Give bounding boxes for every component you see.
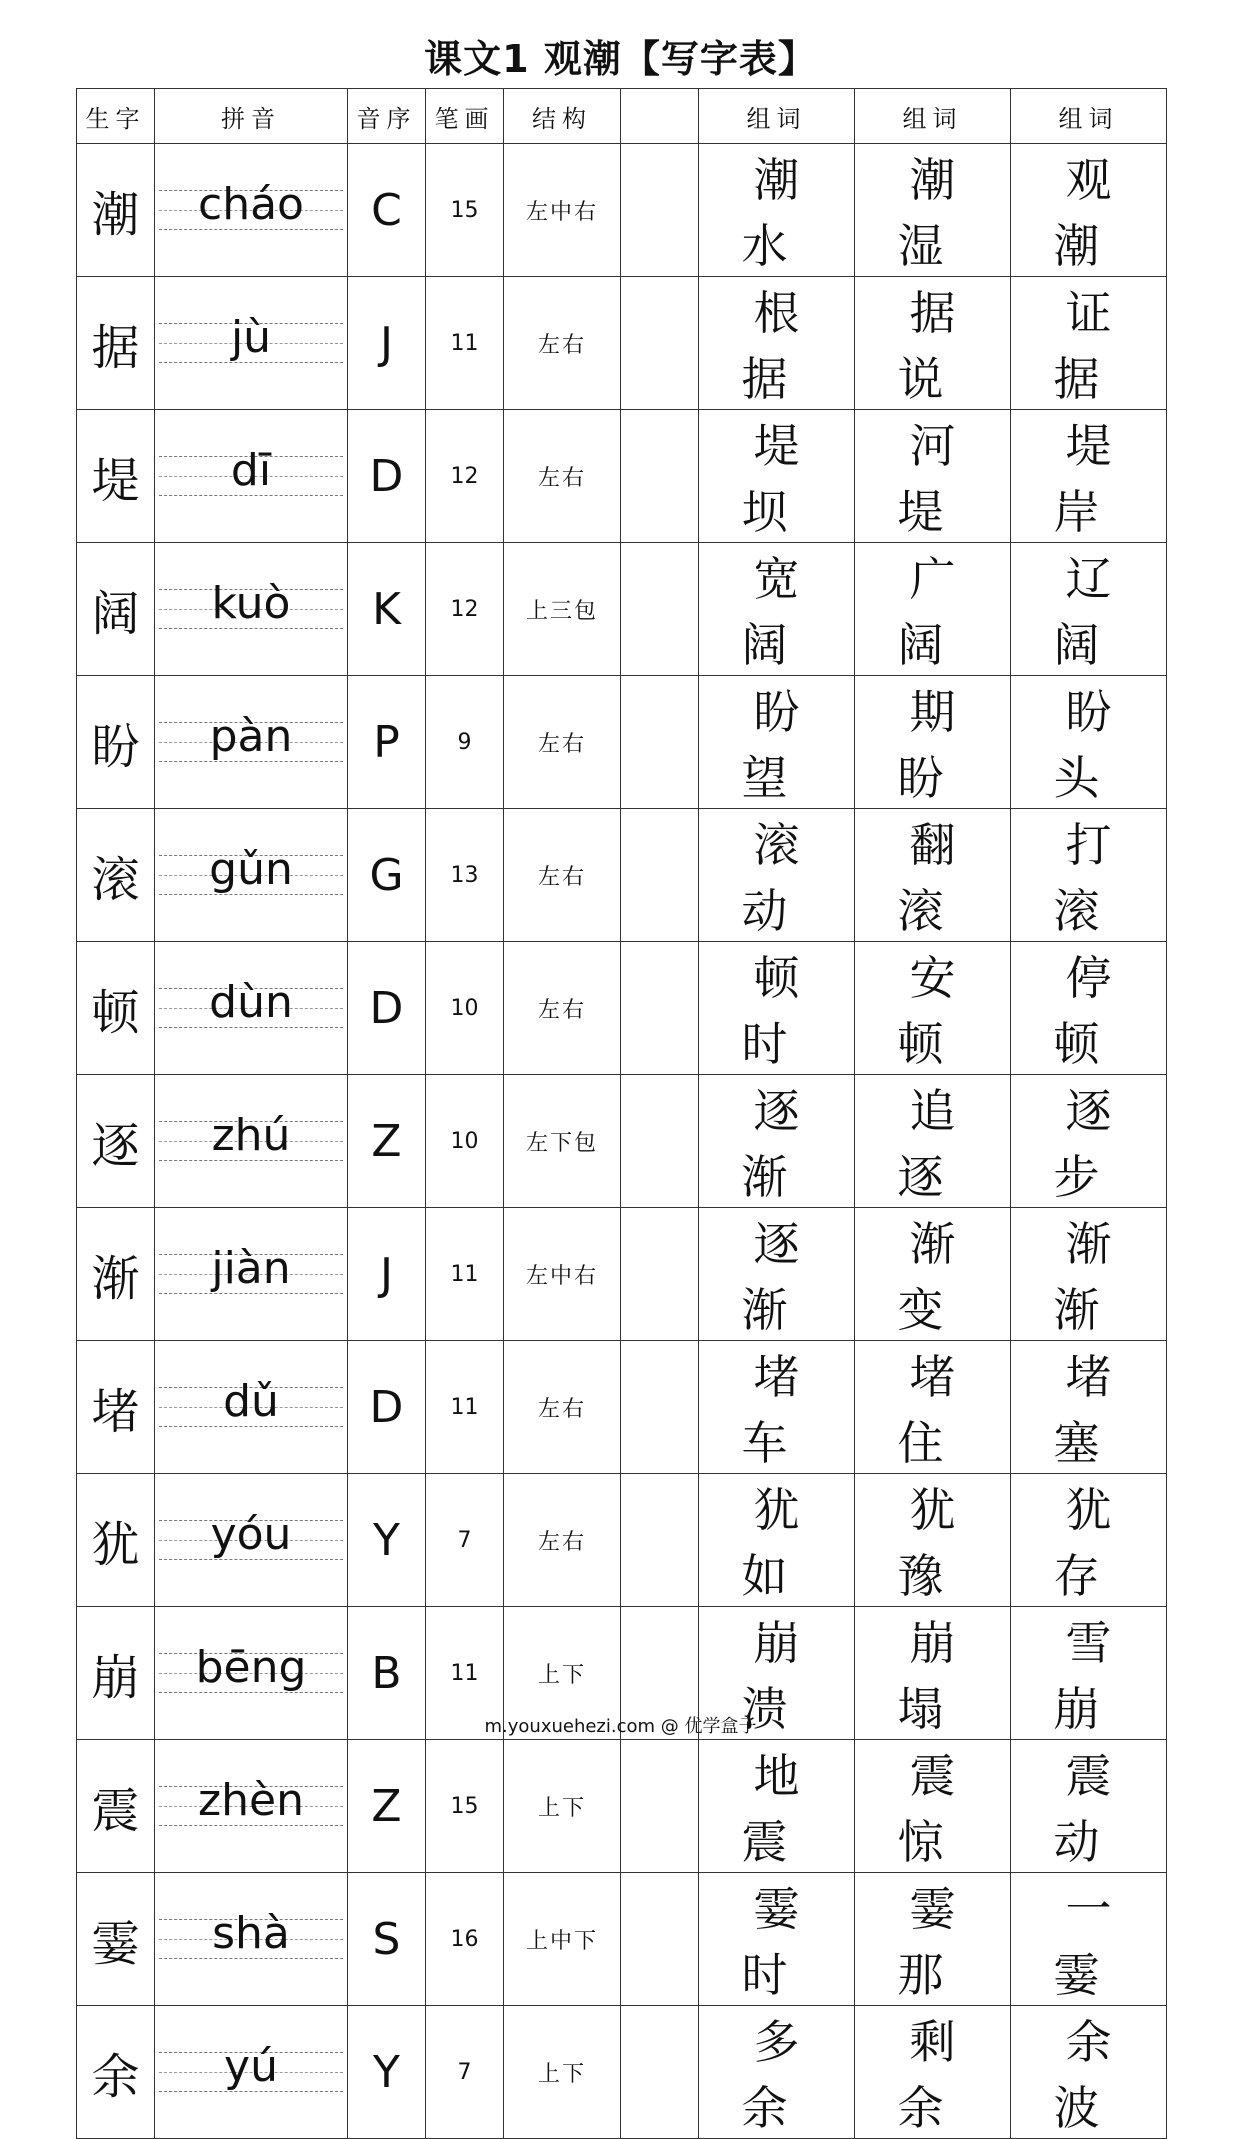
pinyin-cell: [155, 1873, 348, 2006]
word-cell: [855, 277, 1011, 410]
word-cell-text: 逐渐: [741, 1217, 824, 1337]
word-cell-text: 渐变: [897, 1217, 980, 1337]
character-cell-text: 渐: [91, 1250, 140, 1307]
stroke-count-cell: [426, 410, 504, 543]
word-cell-text: 堵车: [741, 1350, 824, 1470]
character-cell-text: 震: [91, 1782, 140, 1839]
structure-cell-text: 左右: [537, 731, 586, 757]
word-cell: [855, 942, 1011, 1075]
blank-cell: [621, 1873, 699, 2006]
blank-cell: [621, 1740, 699, 1873]
structure-cell: [504, 410, 621, 543]
word-cell: [699, 144, 855, 277]
word-cell-text: 犹存: [1053, 1483, 1136, 1603]
initial-letter-cell-text: D: [369, 450, 404, 502]
structure-cell-text: 上中下: [525, 1928, 598, 1954]
stroke-count-cell: [426, 1740, 504, 1873]
word-cell-text: 停顿: [1053, 951, 1136, 1071]
stroke-count-cell: [426, 1474, 504, 1607]
word-cell-text: 翻滚: [897, 818, 980, 938]
header-cell: 笔画: [426, 89, 504, 144]
word-cell: [1011, 277, 1167, 410]
header-cell: 生字: [77, 89, 155, 144]
word-cell-text: 据说: [897, 286, 980, 406]
initial-letter-cell: [348, 1474, 426, 1607]
word-cell: [699, 1208, 855, 1341]
structure-cell-text: 上下: [537, 2061, 586, 2087]
stroke-count-cell-text: 11: [450, 330, 479, 356]
character-cell-text: 堵: [91, 1383, 140, 1440]
word-cell: [855, 1873, 1011, 2006]
word-cell: [1011, 2006, 1167, 2139]
table-row: [77, 1873, 1167, 2006]
character-cell: [77, 1474, 155, 1607]
structure-cell-text: 左右: [537, 332, 586, 358]
word-cell-text: 多余: [741, 2015, 824, 2135]
word-cell-text: 宽阔: [741, 552, 824, 672]
character-cell: [77, 2006, 155, 2139]
table-row: [77, 809, 1167, 942]
word-cell-text: 崩塌: [897, 1616, 980, 1736]
word-cell-text: 河堤: [897, 419, 980, 539]
word-cell-text: 顿时: [741, 951, 824, 1071]
pinyin-cell: [155, 809, 348, 942]
character-cell: [77, 809, 155, 942]
word-cell-text: 一霎: [1053, 1882, 1136, 2002]
blank-cell: [621, 543, 699, 676]
word-cell: [855, 1075, 1011, 1208]
structure-cell-text: 左中右: [525, 199, 598, 225]
word-cell: [855, 2006, 1011, 2139]
table-row: [77, 543, 1167, 676]
pinyin-cell: [155, 1341, 348, 1474]
structure-cell: [504, 1740, 621, 1873]
structure-cell-text: 左右: [537, 1529, 586, 1555]
stroke-count-cell-text: 13: [450, 862, 479, 888]
pinyin-cell: [155, 1740, 348, 1873]
word-cell-text: 堵塞: [1053, 1350, 1136, 1470]
stroke-count-cell-text: 11: [450, 1261, 479, 1287]
character-cell-text: 余: [91, 2048, 140, 2105]
pinyin-cell: [155, 144, 348, 277]
character-cell-text: 堤: [91, 452, 140, 509]
initial-letter-cell-text: J: [380, 1248, 393, 1300]
stroke-count-cell-text: 7: [457, 2059, 472, 2085]
word-cell: [699, 1740, 855, 1873]
word-cell-text: 霎那: [897, 1882, 980, 2002]
word-cell: [1011, 1740, 1167, 1873]
pinyin-cell: [155, 1075, 348, 1208]
character-cell: [77, 1873, 155, 2006]
word-cell-text: 逐步: [1053, 1084, 1136, 1204]
structure-cell: [504, 1341, 621, 1474]
character-table: [76, 88, 1167, 2139]
word-cell: [1011, 543, 1167, 676]
word-cell: [699, 1474, 855, 1607]
word-cell-text: 逐渐: [741, 1084, 824, 1204]
pinyin-cell: [155, 1208, 348, 1341]
structure-cell-text: 左下包: [525, 1130, 598, 1156]
structure-cell-text: 上三包: [525, 598, 598, 624]
word-cell: [699, 809, 855, 942]
header-cell: 组词: [855, 89, 1011, 144]
structure-cell: [504, 1208, 621, 1341]
blank-cell: [621, 410, 699, 543]
pinyin-cell-text: dǔ: [223, 1375, 279, 1427]
pinyin-cell-text: pàn: [209, 710, 293, 762]
initial-letter-cell-text: Y: [373, 1514, 400, 1566]
word-cell-text: 剩余: [897, 2015, 980, 2135]
initial-letter-cell-text: K: [372, 583, 401, 635]
word-cell-text: 安顿: [897, 951, 980, 1071]
word-cell-text: 广阔: [897, 552, 980, 672]
header-cell: 音序: [348, 89, 426, 144]
character-cell-text: 盼: [91, 718, 140, 775]
structure-cell: [504, 676, 621, 809]
pinyin-cell-text: bēng: [195, 1641, 307, 1693]
stroke-count-cell-text: 9: [457, 729, 472, 755]
word-cell: [855, 543, 1011, 676]
header-cell: 拼音: [155, 89, 348, 144]
stroke-count-cell-text: 10: [450, 1128, 479, 1154]
pinyin-cell-text: jiàn: [211, 1242, 291, 1294]
stroke-count-cell: [426, 1873, 504, 2006]
word-cell: [1011, 1873, 1167, 2006]
word-cell: [1011, 1208, 1167, 1341]
initial-letter-cell-text: Z: [371, 1780, 402, 1832]
page-title: 课文1 观潮【写字表】: [424, 37, 817, 81]
word-cell: [1011, 1474, 1167, 1607]
structure-cell: [504, 1474, 621, 1607]
word-cell-text: 堤岸: [1053, 419, 1136, 539]
word-cell-text: 打滚: [1053, 818, 1136, 938]
blank-cell: [621, 277, 699, 410]
stroke-count-cell-text: 11: [450, 1660, 479, 1686]
word-cell: [855, 1208, 1011, 1341]
stroke-count-cell: [426, 1075, 504, 1208]
blank-cell: [621, 1341, 699, 1474]
pinyin-cell-text: kuò: [211, 577, 291, 629]
pinyin-cell-text: dī: [230, 444, 272, 496]
blank-cell: [621, 942, 699, 1075]
initial-letter-cell: [348, 543, 426, 676]
initial-letter-cell: [348, 809, 426, 942]
stroke-count-cell: [426, 942, 504, 1075]
blank-cell: [621, 1208, 699, 1341]
character-cell: [77, 1075, 155, 1208]
character-cell-text: 逐: [91, 1117, 140, 1174]
word-cell-text: 滚动: [741, 818, 824, 938]
word-cell-text: 雪崩: [1053, 1616, 1136, 1736]
stroke-count-cell-text: 10: [450, 995, 479, 1021]
table-row: [77, 1740, 1167, 1873]
stroke-count-cell: [426, 543, 504, 676]
word-cell: [855, 809, 1011, 942]
word-cell: [855, 410, 1011, 543]
word-cell-text: 潮湿: [897, 153, 980, 273]
stroke-count-cell: [426, 809, 504, 942]
table-row: [77, 2006, 1167, 2139]
pinyin-cell: [155, 2006, 348, 2139]
pinyin-cell: [155, 410, 348, 543]
structure-cell-text: 左右: [537, 1396, 586, 1422]
stroke-count-cell-text: 11: [450, 1394, 479, 1420]
word-cell: [855, 1474, 1011, 1607]
word-cell: [855, 1740, 1011, 1873]
word-cell: [1011, 1341, 1167, 1474]
table-row: [77, 1075, 1167, 1208]
header-row: [77, 89, 1167, 144]
word-cell-text: 崩溃: [741, 1616, 824, 1736]
character-cell-text: 霎: [91, 1915, 140, 1972]
pinyin-cell: [155, 1474, 348, 1607]
table-row: [77, 1208, 1167, 1341]
stroke-count-cell-text: 12: [450, 596, 479, 622]
pinyin-cell: [155, 543, 348, 676]
pinyin-cell: [155, 676, 348, 809]
word-cell-text: 盼望: [741, 685, 824, 805]
word-cell: [699, 1075, 855, 1208]
word-cell-text: 证据: [1053, 286, 1136, 406]
initial-letter-cell: [348, 1075, 426, 1208]
stroke-count-cell-text: 7: [457, 1527, 472, 1553]
character-cell: [77, 277, 155, 410]
initial-letter-cell: [348, 1341, 426, 1474]
character-cell: [77, 1341, 155, 1474]
character-cell-text: 崩: [91, 1649, 140, 1706]
table-row: [77, 1474, 1167, 1607]
structure-cell: [504, 942, 621, 1075]
stroke-count-cell-text: 12: [450, 463, 479, 489]
pinyin-cell: [155, 277, 348, 410]
character-cell-text: 犹: [91, 1516, 140, 1573]
word-cell: [699, 1873, 855, 2006]
initial-letter-cell-text: S: [372, 1913, 401, 1965]
table-row: [77, 676, 1167, 809]
initial-letter-cell-text: J: [380, 317, 393, 369]
character-cell: [77, 1208, 155, 1341]
word-cell-text: 期盼: [897, 685, 980, 805]
word-cell: [1011, 410, 1167, 543]
initial-letter-cell-text: Z: [371, 1115, 402, 1167]
initial-letter-cell-text: G: [369, 849, 404, 901]
blank-cell: [621, 809, 699, 942]
stroke-count-cell: [426, 1341, 504, 1474]
word-cell: [699, 942, 855, 1075]
character-cell: [77, 144, 155, 277]
structure-cell-text: 左右: [537, 864, 586, 890]
stroke-count-cell: [426, 277, 504, 410]
word-cell: [1011, 676, 1167, 809]
character-cell: [77, 676, 155, 809]
word-cell-text: 震惊: [897, 1749, 980, 1869]
blank-cell: [621, 144, 699, 277]
word-cell-text: 霎时: [741, 1882, 824, 2002]
character-cell: [77, 942, 155, 1075]
structure-cell-text: 左右: [537, 465, 586, 491]
structure-cell: [504, 2006, 621, 2139]
word-cell-text: 犹如: [741, 1483, 824, 1603]
word-cell: [699, 410, 855, 543]
initial-letter-cell: [348, 144, 426, 277]
initial-letter-cell: [348, 1208, 426, 1341]
structure-cell: [504, 144, 621, 277]
stroke-count-cell: [426, 144, 504, 277]
word-cell: [699, 676, 855, 809]
table-row: [77, 277, 1167, 410]
pinyin-cell-text: dùn: [209, 976, 293, 1028]
blank-cell: [621, 676, 699, 809]
table-row: [77, 942, 1167, 1075]
pinyin-cell: [155, 942, 348, 1075]
pinyin-cell-text: jù: [230, 311, 272, 363]
word-cell-text: 根据: [741, 286, 824, 406]
pinyin-cell-text: yóu: [210, 1508, 292, 1560]
structure-cell-text: 上下: [537, 1662, 586, 1688]
word-cell-text: 犹豫: [897, 1483, 980, 1603]
pinyin-cell-text: zhú: [211, 1109, 291, 1161]
table-row: [77, 1341, 1167, 1474]
structure-cell-text: 左右: [537, 997, 586, 1023]
table-row: [77, 410, 1167, 543]
word-cell: [855, 1341, 1011, 1474]
initial-letter-cell-text: C: [371, 184, 402, 236]
structure-cell: [504, 809, 621, 942]
word-cell: [1011, 809, 1167, 942]
character-cell: [77, 410, 155, 543]
initial-letter-cell-text: D: [369, 982, 404, 1034]
word-cell-text: 渐渐: [1053, 1217, 1136, 1337]
pinyin-cell-text: gǔn: [209, 843, 293, 895]
word-cell-text: 地震: [741, 1749, 824, 1869]
word-cell-text: 辽阔: [1053, 552, 1136, 672]
word-cell-text: 追逐: [897, 1084, 980, 1204]
initial-letter-cell-text: Y: [373, 2046, 400, 2098]
initial-letter-cell-text: B: [371, 1647, 402, 1699]
character-cell: [77, 543, 155, 676]
stroke-count-cell: [426, 2006, 504, 2139]
pinyin-cell-text: yú: [224, 2040, 278, 2092]
structure-cell-text: 左中右: [525, 1263, 598, 1289]
header-cell-blank: [621, 89, 699, 144]
structure-cell: [504, 1873, 621, 2006]
character-cell-text: 据: [91, 319, 140, 376]
character-cell-text: 顿: [91, 984, 140, 1041]
stroke-count-cell: [426, 1208, 504, 1341]
initial-letter-cell: [348, 676, 426, 809]
pinyin-cell-text: cháo: [198, 178, 304, 230]
blank-cell: [621, 1075, 699, 1208]
blank-cell: [621, 1474, 699, 1607]
word-cell: [699, 1341, 855, 1474]
initial-letter-cell: [348, 1740, 426, 1873]
word-cell-text: 震动: [1053, 1749, 1136, 1869]
word-cell-text: 潮水: [741, 153, 824, 273]
initial-letter-cell: [348, 942, 426, 1075]
stroke-count-cell-text: 16: [450, 1926, 479, 1952]
initial-letter-cell-text: P: [373, 716, 400, 768]
character-cell-text: 潮: [91, 186, 140, 243]
pinyin-cell-text: shà: [212, 1907, 290, 1959]
word-cell: [699, 543, 855, 676]
word-cell: [699, 277, 855, 410]
character-cell-text: 滚: [91, 851, 140, 908]
word-cell: [1011, 1075, 1167, 1208]
initial-letter-cell-text: D: [369, 1381, 404, 1433]
initial-letter-cell: [348, 1873, 426, 2006]
footer-source: m.youxuehezi.com @ 优学盒子: [484, 1716, 757, 1737]
character-cell: [77, 1740, 155, 1873]
structure-cell: [504, 277, 621, 410]
header-cell: 组词: [1011, 89, 1167, 144]
structure-cell-text: 上下: [537, 1795, 586, 1821]
initial-letter-cell: [348, 410, 426, 543]
stroke-count-cell: [426, 676, 504, 809]
header-cell: 结构: [504, 89, 621, 144]
word-cell: [699, 2006, 855, 2139]
structure-cell: [504, 1075, 621, 1208]
word-cell-text: 堤坝: [741, 419, 824, 539]
word-cell: [1011, 942, 1167, 1075]
initial-letter-cell: [348, 2006, 426, 2139]
character-cell-text: 阔: [91, 585, 140, 642]
word-cell-text: 余波: [1053, 2015, 1136, 2135]
word-cell: [855, 676, 1011, 809]
table-row: [77, 144, 1167, 277]
structure-cell: [504, 543, 621, 676]
word-cell: [855, 144, 1011, 277]
word-cell-text: 观潮: [1053, 153, 1136, 273]
stroke-count-cell-text: 15: [450, 197, 479, 223]
stroke-count-cell-text: 15: [450, 1793, 479, 1819]
header-cell: 组词: [699, 89, 855, 144]
word-cell: [1011, 144, 1167, 277]
blank-cell: [621, 2006, 699, 2139]
initial-letter-cell: [348, 277, 426, 410]
pinyin-cell-text: zhèn: [198, 1774, 304, 1826]
word-cell-text: 堵住: [897, 1350, 980, 1470]
word-cell-text: 盼头: [1053, 685, 1136, 805]
